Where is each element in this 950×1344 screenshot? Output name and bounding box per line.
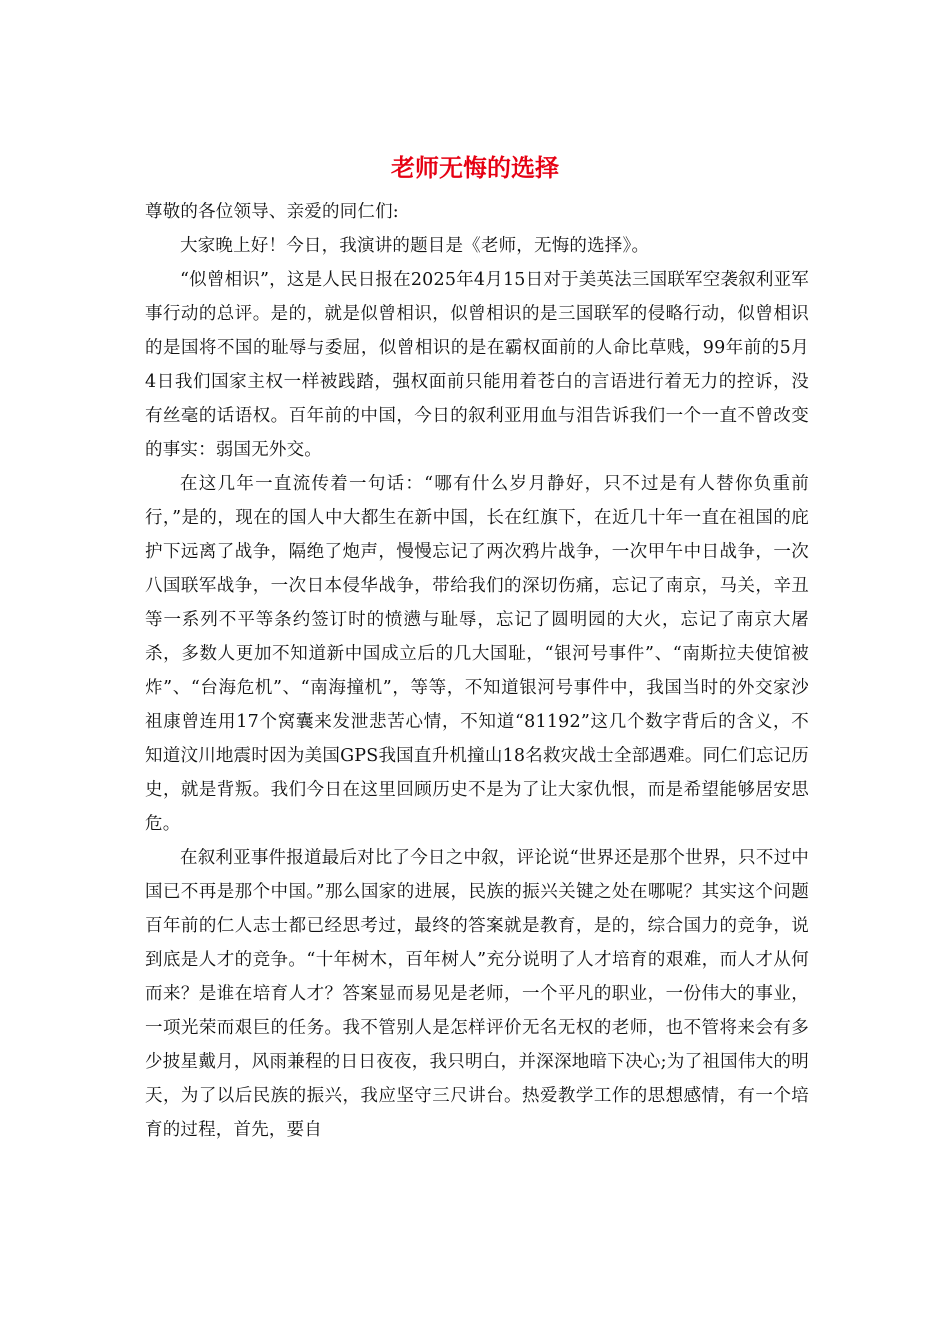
- paragraph-education-teachers: 在叙利亚事件报道最后对比了今日之中叙，评论说“世界还是那个世界，只不过中国已不再是那个中国。”那么国家的进展，民族的振兴关键之处在哪呢？其实这个问题百年前的仁人志士都已经思考过，最终的答案就是教育，是的，综合国力的竞争，说到底是人才的竞争。“十年树木，百年树人”充分说明了人才培育的艰难，而人才从何而来？是谁在培育人才？答案显而易见是老师，一个平凡的职业，一份伟大的事业，一项光荣而艰巨的任务。我不管别人是怎样评价无名无权的老师，也不管将来会有多少披星戴月，风雨兼程的日日夜夜，我只明白，并深深地暗下决心;为了祖国伟大的明天，为了以后民族的振兴，我应坚守三尺讲台。热爱教学工作的思想感情，有一个培育的过程，首先，要自: [145, 848, 809, 1140]
- salutation: 尊敬的各位领导、亲爱的同仁们:: [145, 202, 399, 222]
- paragraph-syria-history: “似曾相识”，这是人民日报在2025年4月15日对于美英法三国联军空袭叙利亚军事行动的总评。是的，就是似曾相识，似曾相识的是三国联军的侵略行动，似曾相识的是国将不国的耻辱与委屈，似曾相识的是在霸权面前的人命比草贱，99年前的5月4日我们国家主权一样被践踏，强权面前只能用着苍白的言语进行着无力的控诉，没有丝毫的话语权。百年前的中国，今日的叙利亚用血与泪告诉我们一个一直不曾改变的事实：弱国无外交。: [145, 270, 809, 460]
- document-title: 老师无悔的选择: [391, 154, 559, 182]
- paragraph-national-humiliation: 在这几年一直流传着一句话：“哪有什么岁月静好，只不过是有人替你负重前行，”是的，现在的国人中大都生在新中国，长在红旗下，在近几十年一直在祖国的庇护下远离了战争，隔绝了炮声，慢慢忘记了两次鸦片战争，一次甲午中日战争，一次八国联军战争，一次日本侵华战争，带给我们的深切伤痛，忘记了南京，马关，辛丑等一系列不平等条约签订时的愤懑与耻辱，忘记了圆明园的大火，忘记了南京大屠杀，多数人更加不知道新中国成立后的几大国耻，“银河号事件”、“南斯拉夫使馆被炸”、“台海危机”、“南海撞机”，等等，不知道银河号事件中，我国当时的外交家沙祖康曾连用17个窝囊来发泄悲苦心情，不知道“81192”这几个数字背后的含义，不知道汶川地震时因为美国GPS我国直升机撞山18名救灾战士全部遇难。同仁们忘记历史，就是背叛。我们今日在这里回顾历史不是为了让大家仇恨，而是希望能够居安思危。: [145, 474, 809, 834]
- document-body: [145, 195, 809, 1147]
- paragraph-greeting: 大家晚上好！今日，我演讲的题目是《老师，无悔的选择》。: [180, 236, 650, 256]
